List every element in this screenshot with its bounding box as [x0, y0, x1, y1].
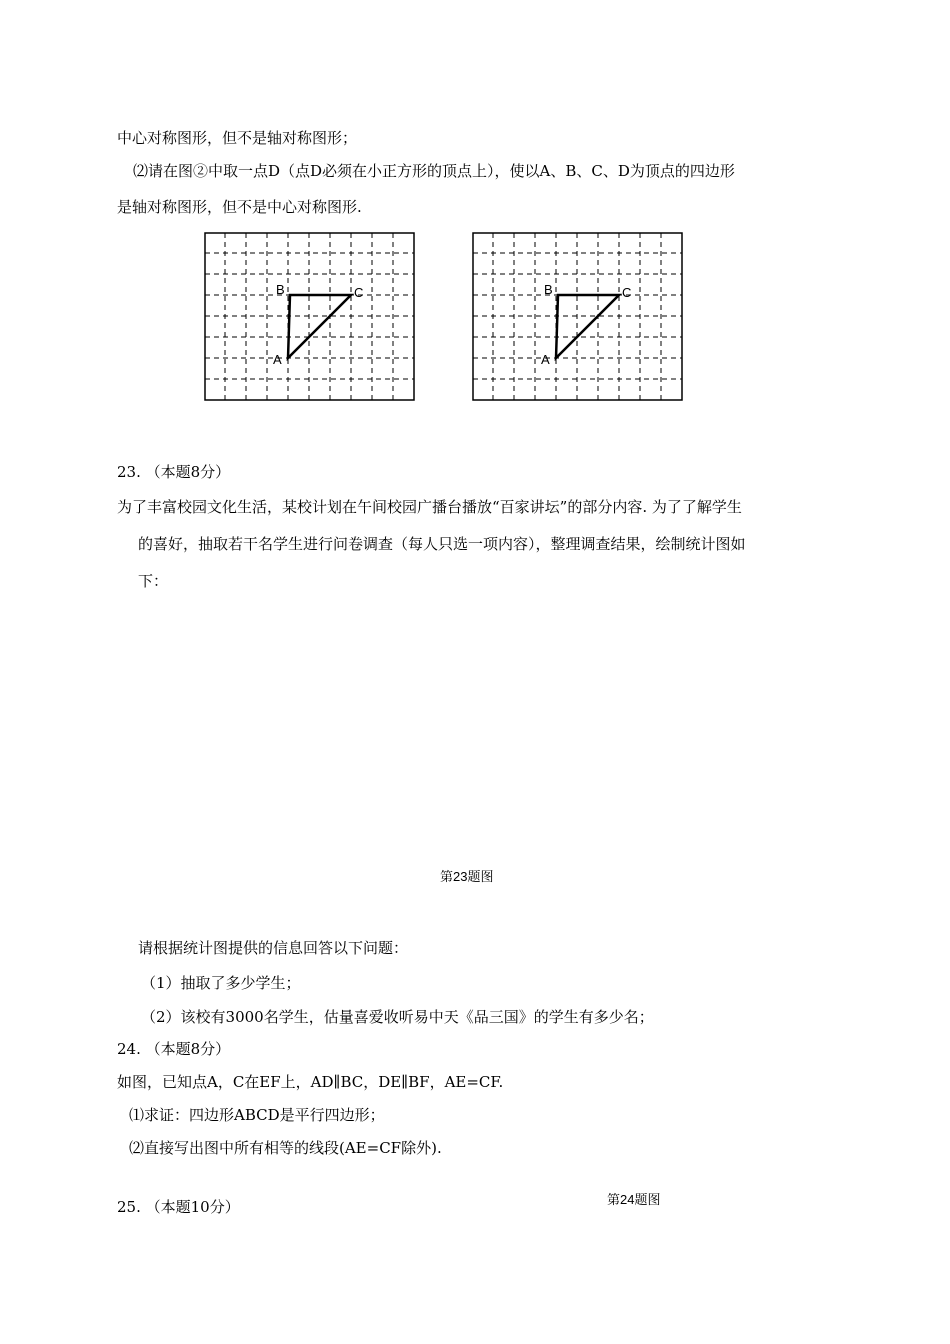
label-a: A [541, 352, 550, 367]
q22-line-3: 是轴对称图形，但不是中心对称图形. [117, 198, 362, 216]
q24-figure-caption: 第24题图 [607, 1192, 661, 1207]
triangle-abc [288, 295, 351, 358]
q24-header: 24. （本题8分） [117, 1040, 231, 1058]
label-a: A [273, 352, 282, 367]
grid-figure-1 [204, 232, 416, 402]
triangle-abc [556, 295, 619, 358]
grid-figure-2 [472, 232, 684, 402]
label-b: B [544, 282, 553, 297]
label-b: B [276, 282, 285, 297]
q23-figure-caption: 第23题图 [440, 869, 494, 884]
q24-sub-1: ⑴求证：四边形ABCD是平行四边形； [129, 1106, 385, 1124]
q23-paragraph-2: 的喜好，抽取若干名学生进行问卷调查（每人只选一项内容），整理调查结果，绘制统计图如 [138, 535, 746, 553]
label-c: C [622, 285, 632, 300]
q23-paragraph-1: 为了丰富校园文化生活，某校计划在午间校园广播台播放“百家讲坛”的部分内容. 为了了解学生 [117, 498, 742, 516]
q22-line-2: ⑵请在图②中取一点D（点D必须在小正方形的顶点上），使以A、B、C、D为顶点的四边形 [133, 162, 735, 180]
q23-header: 23. （本题8分） [117, 463, 231, 481]
q23-intro: 请根据统计图提供的信息回答以下问题： [138, 939, 409, 957]
q23-sub-2: （2）该校有3000名学生，估量喜爱收听易中天《品三国》的学生有多少名； [141, 1008, 654, 1026]
q23-sub-1: （1）抽取了多少学生； [141, 974, 301, 992]
q23-paragraph-3: 下： [138, 572, 169, 590]
q24-stem: 如图，已知点A，C在EF上，AD∥BC，DE∥BF，AE=CF. [117, 1073, 504, 1091]
q24-sub-2: ⑵直接写出图中所有相等的线段(AE=CF除外). [129, 1139, 442, 1157]
label-c: C [354, 285, 364, 300]
q25-header: 25. （本题10分） [117, 1198, 240, 1216]
q22-line-1: 中心对称图形，但不是轴对称图形； [117, 129, 358, 147]
